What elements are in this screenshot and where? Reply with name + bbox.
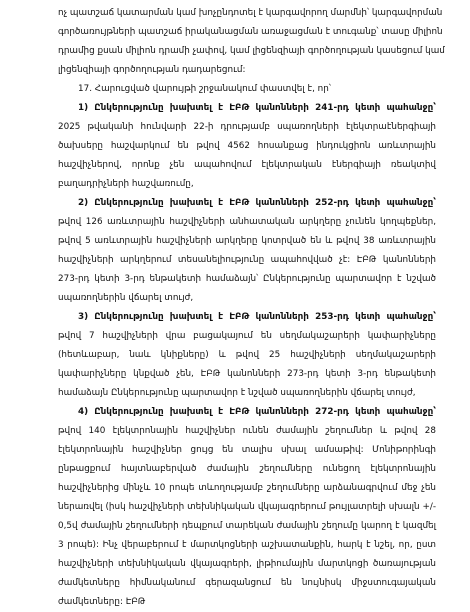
finding-item-1-heading: 1) Ընկերությունը խախտել է ԷԲԹ կանոնների 241-րդ կետի պահանջը՝ [78, 103, 436, 113]
finding-item-4-heading: 4) Ընկերությունը խախտել է ԷԲԹ կանոնների 272-րդ կետի պահանջը՝ [78, 407, 436, 417]
finding-item-2 [58, 194, 436, 308]
intro-line: գործառույթների պատշաճ իրականացման առաջացման է տուգանք՝ տասը միլիոն [58, 27, 443, 37]
paragraph-17: 17. Հարուցված վարույթի շրջանակում փաստվել է, որ՝ [78, 84, 331, 94]
intro-line: ոչ պատշաճ կատարման կամ խոչընդոտել է կարգավորող մարմնի՝ կարգավորման [58, 8, 443, 18]
finding-item-2-text: թվով 126 առևտրային հաշվիչների անհատական արկղերը չունեն կողպեքներ, թվով 5 առևտրային հաշվիչների արկղերը կոտրված են և թվով 38 առևտրային հաշվիչների արկղերում տեսանելիությունը ապահովված չէ: ԷԲԹ կանոնների 273-րդ կետի 3-րդ ենթակետի համաձայն՝ Ընկերությունը պարտավոր է նշված սպառողներին վճարել տույժ, [58, 217, 436, 303]
document-page [58, 4, 445, 607]
finding-item-3 [58, 308, 436, 403]
finding-item-1-text: 2025 թվականի հունվարի 22-ի դրությամբ սպառողների էլեկտրաէներգիայի ծախսերը հաշվարկում են թվով 4562 հոսանքաց ինդուկցիոն առևտրային հաշվիչներով, որոնք չեն ապահովում էլեկտրական էներգիայի ռեակտիվ բաղադրիչների հաշվառումը, [58, 122, 436, 189]
intro-paragraph [58, 4, 445, 80]
intro-line: լիցենզիայի գործողության դադարեցում: [58, 65, 246, 75]
finding-item-3-heading: 3) Ընկերությունը խախտել է ԷԲԹ կանոնների 253-րդ կետի պահանջը՝ [78, 312, 436, 322]
finding-item-2-heading: 2) Ընկերությունը խախտել է ԷԲԹ կանոնների 252-րդ կետի պահանջը՝ [78, 198, 436, 208]
finding-item-4-text: թվով 140 էլեկտրոնային հաշվիչներ ունեն ժամային շեղումներ և թվով 28 էլեկտրոնային հաշվիչներ ցույց են տալիս սխալ ամսաթիվ: Մոնիթորինգի ընթացքում հայտնաբերված ժամային շեղումները ունեցող էլեկտրոնային հաշվիչներից մինչև 10 րոպե տևողությամբ շեղումները արձանագրվում մեջ չեն ներառվել (իսկ հաշվիչների տեխնիկական վկայագրերում թույլատրելի սխալն +/- 0,5վ ժամային շեղումների դեպքում տարեկան ժամային շեղումը կարող է կազմել 3 րոպե): Ինչ վերաբերում է մարտկոցների աշխատանքին, հարկ է նշել, որ, ըստ հաշվիչների տեխնիկական վկայագրերի, լիթիումային մարտկոցի ծառայության ժամկետները հիմնականում գերազանցում են նույնիսկ միջստուգայական ժամկետները: ԷԲԹ [58, 426, 436, 607]
intro-line: դրամից քսան միլիոն դրամի չափով, կամ լիցենզիայի գործողության կասեցում կամ [58, 46, 445, 56]
finding-item-3-text: թվով 7 հաշվիչների վրա բացակայում են սեղմակաշարերի կափարիչները (հետևաբար, նաև կնիքները) և թվով 25 հաշվիչների սեղմակաշարերի կափարիչները կնքված չեն, ԷԲԹ կանոնների 273-րդ կետի 3-րդ ենթակետի համաձայն Ընկերությունը պարտավոր է նշված սպառողներին վճարել տույժ, [58, 331, 436, 398]
finding-item-1 [58, 99, 436, 194]
finding-item-4 [58, 403, 436, 612]
